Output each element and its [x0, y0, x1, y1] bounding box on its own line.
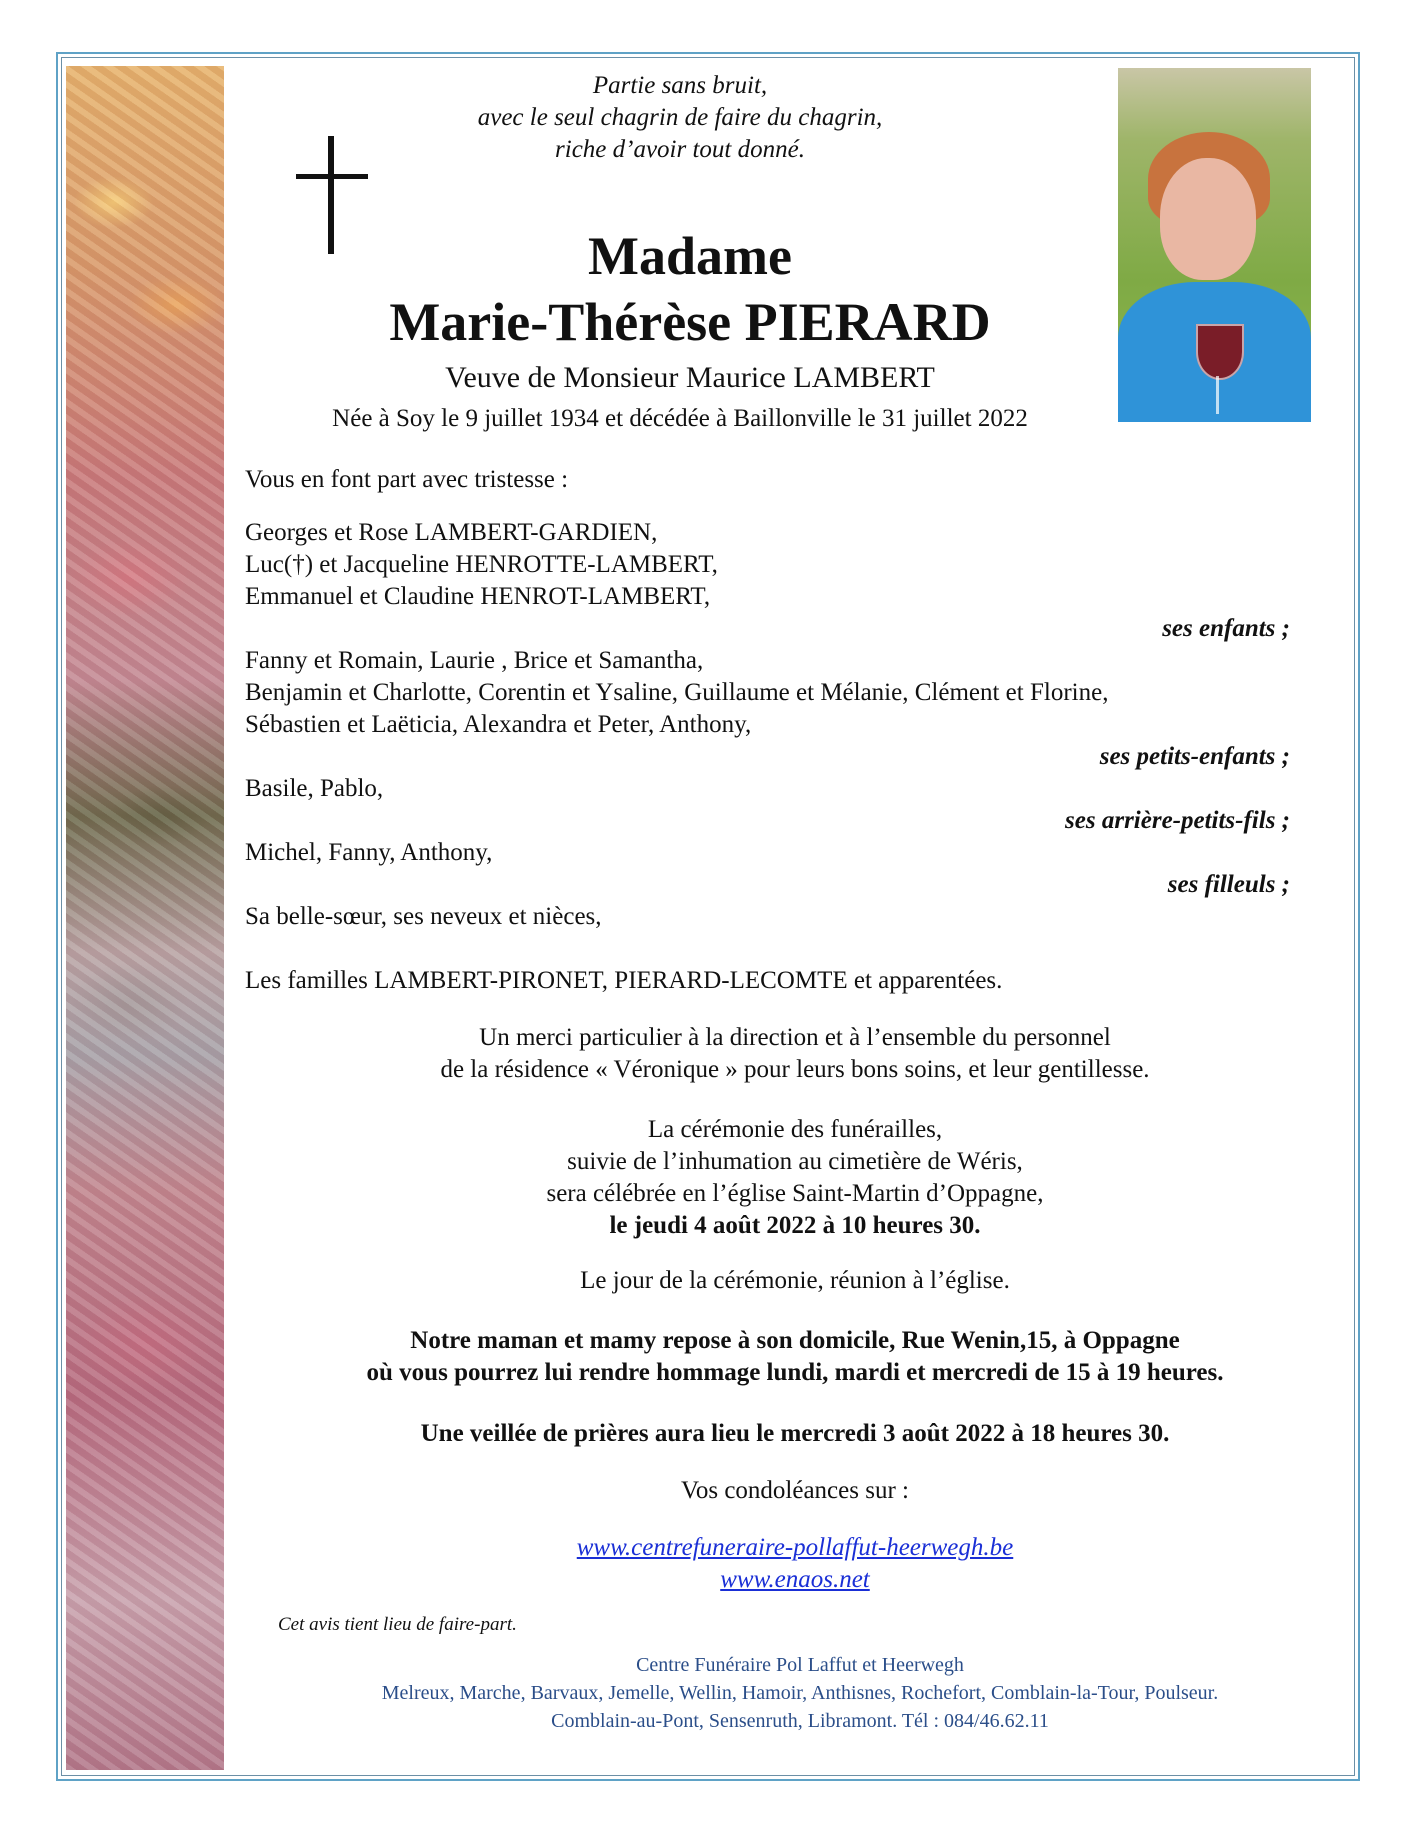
meeting-text: Le jour de la cérémonie, réunion à l’église.	[580, 1267, 1010, 1294]
rest-line-2: où vous pourrez lui rendre hommage lundi, mardi et mercredi de 15 à 19 heures.	[366, 1359, 1224, 1386]
condolences-text: Vos condoléances sur :	[681, 1477, 909, 1504]
thanks-line-2: de la résidence « Véronique » pour leurs bons soins, et leur gentillesse.	[440, 1056, 1150, 1083]
floral-side-image	[66, 66, 224, 1770]
widow-line: Veuve de Monsieur Maurice LAMBERT	[445, 361, 935, 394]
epigraph-line-3: riche d’avoir tout donné.	[555, 136, 805, 163]
families: Les familles LAMBERT-PIRONET, PIERARD-LECOMTE et apparentées.	[245, 967, 1003, 994]
child-2: Luc(†) et Jacqueline HENROTTE-LAMBERT,	[245, 551, 718, 578]
children-label: ses enfants ;	[1162, 615, 1290, 642]
intro-text: Vous en font part avec tristesse :	[245, 466, 569, 493]
greatgrandsons-label: ses arrière-petits-fils ;	[1065, 807, 1290, 834]
title-madame: Madame	[588, 226, 792, 286]
child-1: Georges et Rose LAMBERT-GARDIEN,	[245, 519, 658, 546]
rest-line-1: Notre maman et mamy repose à son domicile, Rue Wenin,15, à Oppagne	[410, 1327, 1180, 1354]
sister-in-law: Sa belle-sœur, ses neveux et nièces,	[245, 903, 602, 930]
ceremony-line-3: sera célébrée en l’église Saint-Martin d’Oppagne,	[546, 1180, 1044, 1207]
grandchild-2: Benjamin et Charlotte, Corentin et Ysaline, Guillaume et Mélanie, Clément et Florine,	[245, 679, 1109, 706]
footer-locations: Melreux, Marche, Barvaux, Jemelle, Wellin, Hamoir, Anthisnes, Rochefort, Comblain-la-Tour, Poulseur.	[381, 1682, 1219, 1704]
portrait-photo	[1118, 68, 1311, 422]
ceremony-line-2: suivie de l’inhumation au cimetière de Wéris,	[567, 1148, 1023, 1175]
deceased-name: Marie-Thérèse PIERARD	[389, 292, 991, 352]
notice-text: Cet avis tient lieu de faire-part.	[278, 1614, 517, 1635]
grandchild-3: Sébastien et Laëticia, Alexandra et Peter, Anthony,	[245, 711, 752, 738]
footer-center-name: Centre Funéraire Pol Laffut et Heerwegh	[636, 1654, 964, 1676]
ceremony-line-1: La cérémonie des funérailles,	[647, 1116, 943, 1143]
ceremony-date: le jeudi 4 août 2022 à 10 heures 30.	[609, 1212, 981, 1239]
godchildren: Michel, Fanny, Anthony,	[245, 839, 493, 866]
grandchildren-label: ses petits-enfants ;	[1099, 743, 1290, 770]
epigraph-line-1: Partie sans bruit,	[592, 72, 768, 99]
child-3: Emmanuel et Claudine HENROT-LAMBERT,	[245, 583, 711, 610]
grandchild-1: Fanny et Romain, Laurie , Brice et Samantha,	[245, 647, 704, 674]
footer-contact: Comblain-au-Pont, Sensenruth, Libramont. Tél : 084/46.62.11	[551, 1710, 1049, 1732]
greatgrandsons: Basile, Pablo,	[245, 775, 384, 802]
enaos-link[interactable]: www.enaos.net	[720, 1566, 870, 1593]
godchildren-label: ses filleuls ;	[1167, 871, 1290, 898]
dates-line: Née à Soy le 9 juillet 1934 et décédée à Baillonville le 31 juillet 2022	[332, 405, 1028, 432]
funeral-center-link[interactable]: www.centrefuneraire-pollaffut-heerwegh.be	[576, 1534, 1014, 1561]
vigil-text: Une veillée de prières aura lieu le mercredi 3 août 2022 à 18 heures 30.	[420, 1420, 1170, 1447]
epigraph-line-2: avec le seul chagrin de faire du chagrin,	[477, 104, 883, 131]
thanks-line-1: Un merci particulier à la direction et à l’ensemble du personnel	[479, 1024, 1111, 1051]
